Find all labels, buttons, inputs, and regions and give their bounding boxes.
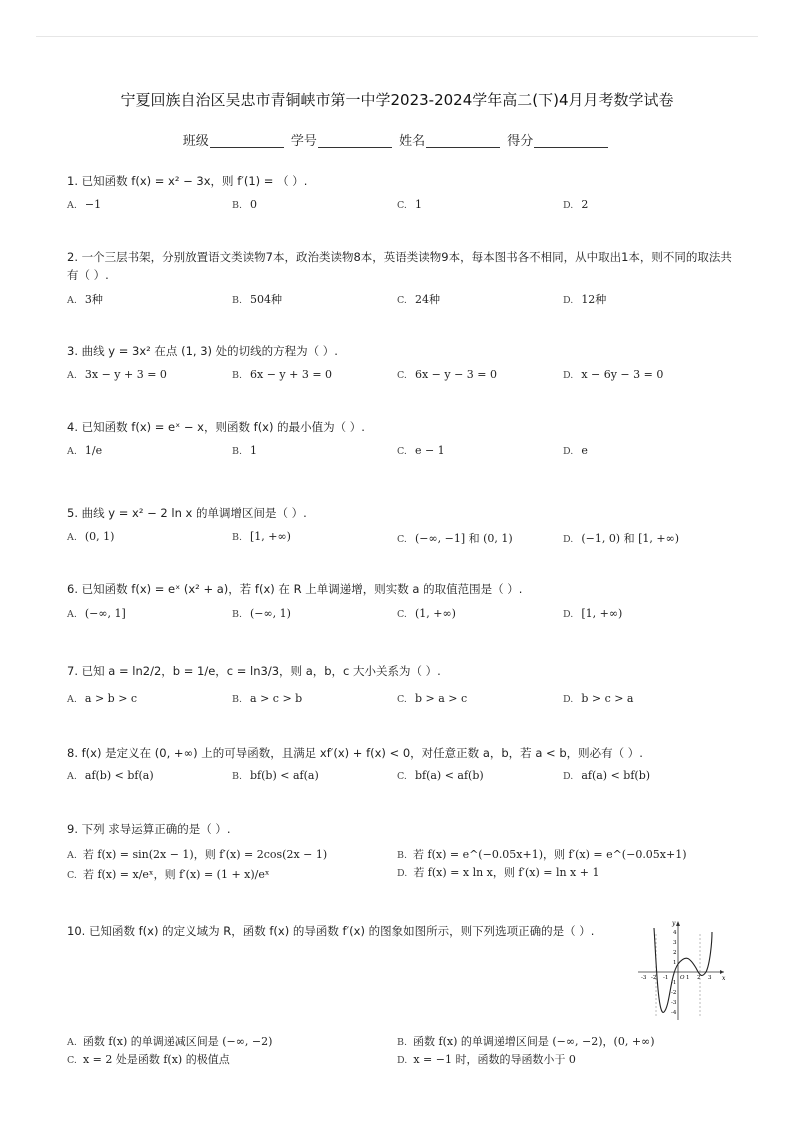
option-d[interactable] <box>563 444 588 457</box>
name-label: 姓名 <box>399 134 426 149</box>
question-stem: 10. 已知函数 f(x) 的定义域为 R，函数 f(x) 的导函数 f′(x) 的图象如图所示，则下列选项正确的是（ ）. <box>67 924 595 938</box>
option-b[interactable] <box>232 444 257 457</box>
option-value: bf(a) < af(b) <box>414 769 484 782</box>
option-value: af(b) < bf(a) <box>84 769 154 782</box>
option-label: B. <box>397 1037 408 1048</box>
score-label: 得分 <box>507 134 534 149</box>
option-b[interactable] <box>232 692 302 705</box>
option-value: 1/e <box>84 444 103 457</box>
question-options <box>67 530 737 550</box>
question-options <box>67 769 737 789</box>
question-stem: 7. 已知 a = ln2/2，b = 1/e，c = ln3/3，则 a，b，c 大小关系为（ ）. <box>67 664 441 678</box>
option-label: D. <box>563 534 574 545</box>
option-a[interactable] <box>67 530 114 543</box>
option-a[interactable] <box>67 198 101 211</box>
option-b[interactable] <box>232 198 257 211</box>
option-a[interactable] <box>67 291 103 307</box>
option-label: A. <box>67 1037 77 1048</box>
option-value: a > b > c <box>84 692 138 705</box>
option-d[interactable] <box>563 769 650 782</box>
derivative-graph <box>636 918 728 1022</box>
option-value: e − 1 <box>414 444 445 457</box>
option-c[interactable] <box>397 368 497 381</box>
x-tick-label: 3 <box>708 975 712 981</box>
option-label: B. <box>232 370 243 381</box>
y-tick-label: 3 <box>673 940 677 946</box>
option-label: B. <box>232 295 243 306</box>
option-label: D. <box>563 771 574 782</box>
question-stem: 9. 下列 求导运算正确的是（ ）. <box>67 822 231 836</box>
x-axis-label: x <box>722 975 726 982</box>
option-label: A. <box>67 370 77 381</box>
option-value: 函数 f(x) 的单调递增区间是 (−∞, −2)，(0, +∞) <box>413 1035 655 1048</box>
option-c[interactable] <box>397 444 445 457</box>
option-value: (−∞, −1] 和 (0, 1) <box>414 532 513 545</box>
question-stem: 2. 一个三层书架，分别放置语文类读物7本，政治类读物8本，英语类读物9本，每本图书各不相同，从中取出1本，则不同的取法共有（ ）. <box>67 250 732 282</box>
derivative-curve <box>654 928 712 1012</box>
x-axis-arrow-icon <box>720 970 724 974</box>
option-value: (0, 1) <box>84 530 115 543</box>
option-d[interactable] <box>563 198 588 211</box>
question-stem: 3. 曲线 y = 3x² 在点 (1, 3) 处的切线的方程为（ ）. <box>67 344 338 358</box>
option-value: [1, +∞) <box>250 530 291 543</box>
option-label: D. <box>397 868 408 879</box>
student-id-label: 学号 <box>290 134 317 149</box>
option-label: C. <box>397 534 407 545</box>
option-value: (1, +∞) <box>414 607 456 620</box>
option-d[interactable] <box>563 607 622 620</box>
option-d[interactable] <box>397 864 599 880</box>
option-value: 12种 <box>581 293 607 306</box>
option-label: D. <box>563 694 574 705</box>
x-tick-label: -2 <box>651 975 657 981</box>
option-value: b > c > a <box>581 692 634 705</box>
question-stem: 4. 已知函数 f(x) = eˣ − x，则函数 f(x) 的最小值为（ ）. <box>67 420 365 434</box>
option-label: C. <box>397 446 407 457</box>
option-label: D. <box>563 446 574 457</box>
option-label: B. <box>232 771 243 782</box>
option-label: B. <box>232 532 243 543</box>
option-label: B. <box>397 850 408 861</box>
student-info-line <box>0 130 794 149</box>
option-a[interactable] <box>67 692 137 705</box>
y-tick-label: -4 <box>671 1010 677 1016</box>
option-label: C. <box>397 694 407 705</box>
option-d[interactable] <box>563 530 679 546</box>
option-value: 6x − y + 3 = 0 <box>250 368 333 381</box>
option-value: 3x − y + 3 = 0 <box>84 368 167 381</box>
option-a[interactable] <box>67 1033 272 1049</box>
option-value: (−∞, 1] <box>84 607 126 620</box>
option-value: 1 <box>250 444 258 457</box>
x-tick-label: 2 <box>697 975 701 981</box>
option-label: C. <box>397 295 407 306</box>
option-value: a > c > b <box>250 692 303 705</box>
option-label: D. <box>563 295 574 306</box>
option-a[interactable] <box>67 769 154 782</box>
option-label: A. <box>67 609 77 620</box>
option-value: 504种 <box>250 293 283 306</box>
y-tick-label: -3 <box>671 1000 677 1006</box>
x-tick-label: 1 <box>686 975 690 981</box>
option-label: D. <box>563 609 574 620</box>
option-label: D. <box>397 1055 408 1066</box>
option-value: 函数 f(x) 的单调递减区间是 (−∞, −2) <box>82 1035 273 1048</box>
page-title: 宁夏回族自治区吴忠市青铜峡市第一中学2023-2024学年高二(下)4月月考数学试卷 <box>120 91 674 109</box>
option-b[interactable] <box>232 291 282 307</box>
option-value: [1, +∞) <box>581 607 623 620</box>
option-c[interactable] <box>397 198 422 211</box>
option-c[interactable] <box>397 692 467 705</box>
question-options <box>67 444 737 464</box>
score-blank[interactable] <box>534 134 608 148</box>
y-tick-label: 4 <box>673 930 677 936</box>
option-a[interactable] <box>67 368 167 381</box>
y-tick-label: -1 <box>671 980 677 986</box>
option-c[interactable] <box>397 607 456 620</box>
question-stem: 8. f(x) 是定义在 (0, +∞) 上的可导函数，且满足 xf′(x) + f(x) < 0，对任意正数 a，b，若 a < b，则必有（ ）. <box>67 746 643 760</box>
option-c[interactable] <box>397 291 440 307</box>
option-value: (−∞, 1) <box>250 607 291 620</box>
student-id-blank[interactable] <box>318 134 392 148</box>
option-value: bf(b) < af(a) <box>250 769 319 782</box>
name-blank[interactable] <box>426 134 500 148</box>
option-value: 6x − y − 3 = 0 <box>414 368 497 381</box>
option-label: A. <box>67 694 77 705</box>
class-blank[interactable] <box>210 134 284 148</box>
option-label: A. <box>67 200 77 211</box>
y-tick-label: 1 <box>673 960 677 966</box>
option-c[interactable] <box>67 866 270 882</box>
option-value: 3种 <box>84 293 103 306</box>
top-divider <box>36 36 758 37</box>
option-value: x − 6y − 3 = 0 <box>581 368 664 381</box>
option-label: A. <box>67 295 77 306</box>
option-label: A. <box>67 850 77 861</box>
option-c[interactable] <box>397 769 484 782</box>
option-value: 若 f(x) = sin(2x − 1)，则 f′(x) = 2cos(2x − 1) <box>82 848 328 861</box>
origin-label: O <box>680 975 685 981</box>
option-label: B. <box>232 446 243 457</box>
question-stem: 6. 已知函数 f(x) = eˣ (x² + a)，若 f(x) 在 R 上单调递增，则实数 a 的取值范围是（ ）. <box>67 582 523 596</box>
option-label: D. <box>563 200 574 211</box>
option-c[interactable] <box>397 530 513 546</box>
question-stem: 5. 曲线 y = x² − 2 ln x 的单调增区间是（ ）. <box>67 506 307 520</box>
option-b[interactable] <box>397 846 687 862</box>
option-value: −1 <box>84 198 102 211</box>
question-stem: 1. 已知函数 f(x) = x² − 3x，则 f′(1) = （ ）. <box>67 174 308 188</box>
option-value: 0 <box>250 198 258 211</box>
option-label: B. <box>232 694 243 705</box>
option-value: 若 f(x) = e^(−0.05x+1)，则 f′(x) = e^(−0.05x+1) <box>413 848 687 861</box>
question-options <box>67 291 737 311</box>
option-label: D. <box>563 370 574 381</box>
option-value: 2 <box>581 198 589 211</box>
x-tick-label: -3 <box>641 975 647 981</box>
option-d[interactable] <box>397 1051 576 1067</box>
y-axis-label: y <box>672 920 676 927</box>
option-d[interactable] <box>563 692 634 705</box>
y-tick-label: -2 <box>671 990 677 996</box>
option-label: C. <box>67 870 77 881</box>
x-tick-label: -1 <box>663 975 669 981</box>
option-b[interactable] <box>232 769 319 782</box>
option-label: C. <box>397 370 407 381</box>
option-value: af(a) < bf(b) <box>581 769 651 782</box>
option-value: 若 f(x) = x/eˣ，则 f′(x) = (1 + x)/eˣ <box>82 868 270 881</box>
option-label: B. <box>232 200 243 211</box>
option-label: B. <box>232 609 243 620</box>
class-label: 班级 <box>182 134 209 149</box>
y-tick-label: 2 <box>673 950 677 956</box>
option-b[interactable] <box>232 530 291 543</box>
option-d[interactable] <box>563 368 663 381</box>
question-options <box>67 692 737 712</box>
option-label: C. <box>397 200 407 211</box>
option-d[interactable] <box>563 291 606 307</box>
option-b[interactable] <box>397 1033 655 1049</box>
option-label: A. <box>67 771 77 782</box>
question-options <box>67 198 737 218</box>
option-label: C. <box>397 609 407 620</box>
option-label: C. <box>397 771 407 782</box>
option-label: A. <box>67 446 77 457</box>
option-a[interactable] <box>67 607 126 620</box>
question-options <box>67 368 737 388</box>
option-value: 1 <box>414 198 422 211</box>
option-label: C. <box>67 1055 77 1066</box>
option-value: b > a > c <box>414 692 468 705</box>
option-label: A. <box>67 532 77 543</box>
option-value: 若 f(x) = x ln x，则 f′(x) = ln x + 1 <box>413 866 600 879</box>
option-a[interactable] <box>67 444 102 457</box>
option-value: (−1, 0) 和 [1, +∞) <box>581 532 680 545</box>
option-value: x = −1 时，函数的导函数小于 0 <box>413 1053 576 1066</box>
option-b[interactable] <box>232 368 332 381</box>
option-c[interactable] <box>67 1051 230 1067</box>
option-value: x = 2 处是函数 f(x) 的极值点 <box>82 1053 230 1066</box>
option-value: 24种 <box>414 293 440 306</box>
option-b[interactable] <box>232 607 291 620</box>
option-value: e <box>581 444 588 457</box>
option-a[interactable] <box>67 846 327 862</box>
question-options <box>67 607 737 627</box>
y-axis-arrow-icon <box>676 921 680 926</box>
